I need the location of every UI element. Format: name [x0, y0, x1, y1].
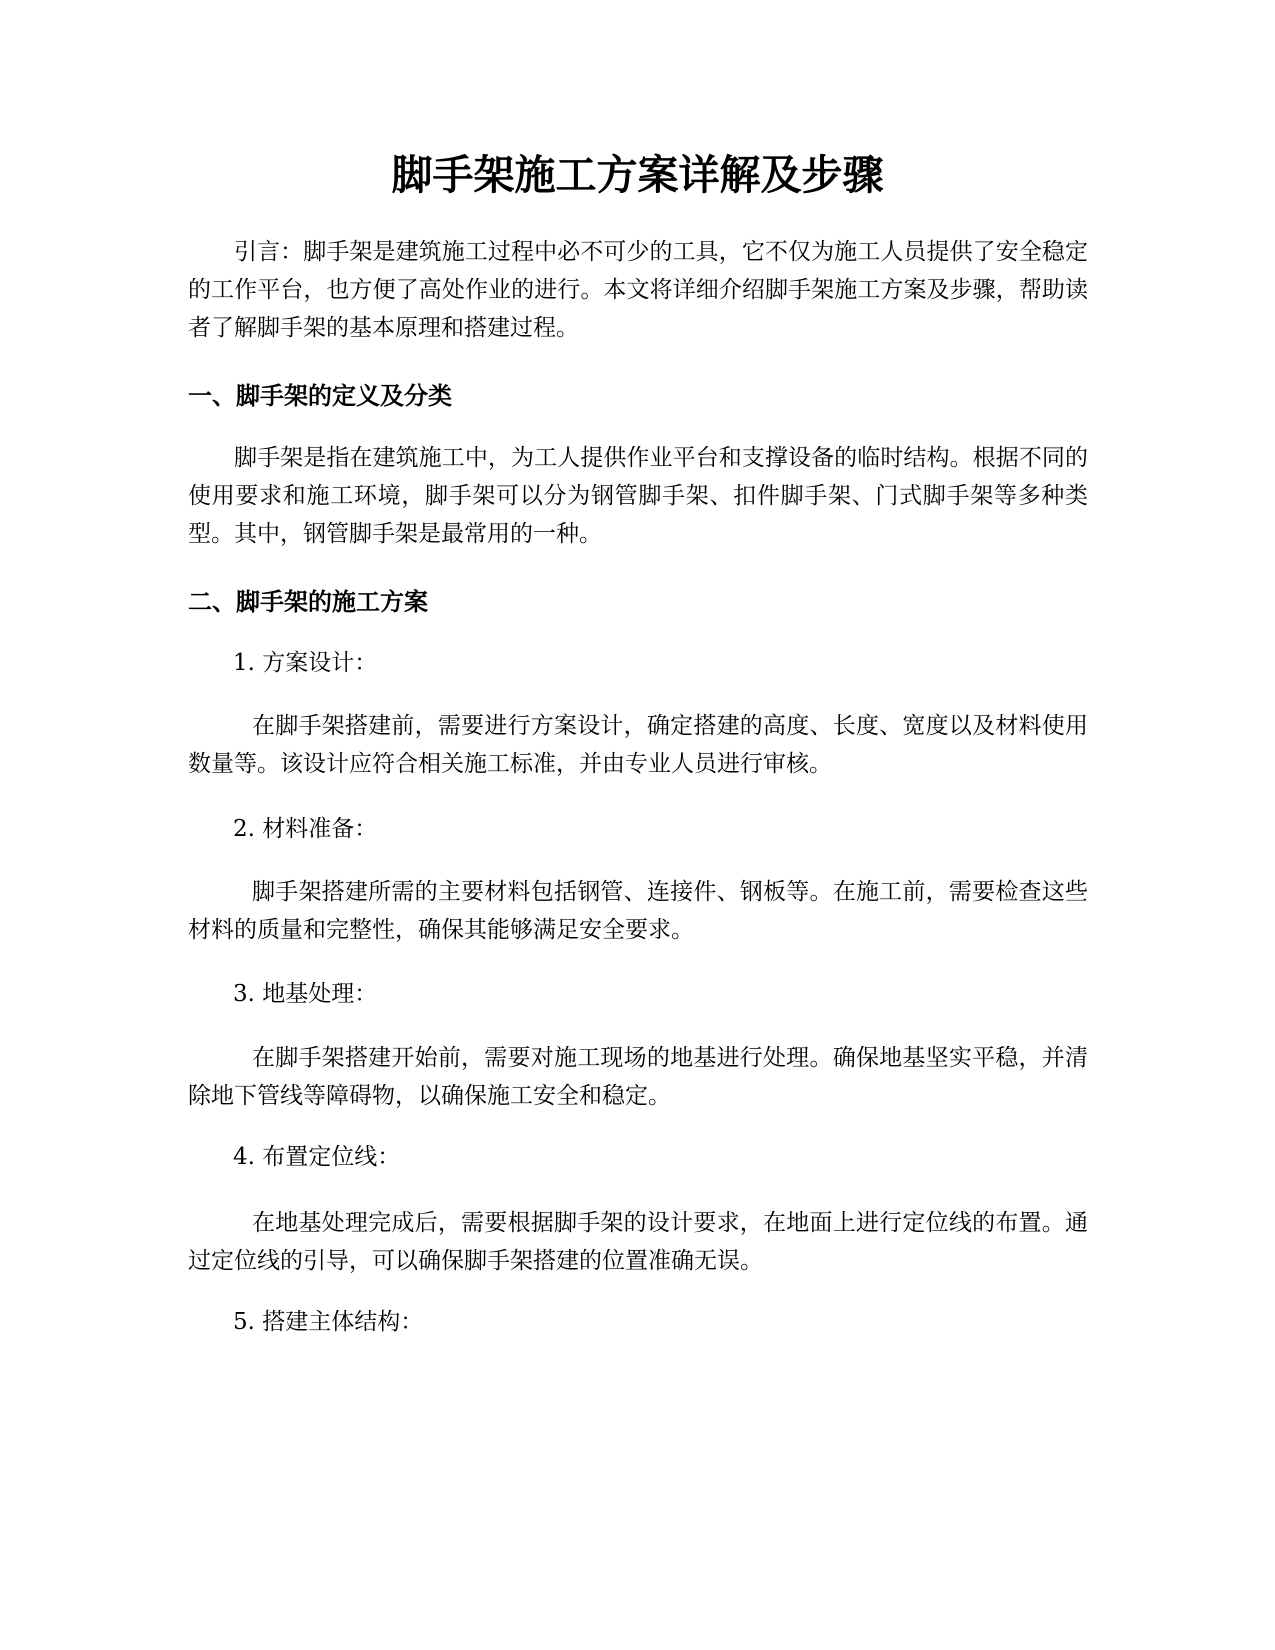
- step-label-4: 4. 布置定位线：: [233, 1144, 401, 1170]
- step-label-3: 3. 地基处理：: [233, 981, 378, 1007]
- step-label-1: 1. 方案设计：: [233, 650, 378, 676]
- intro-paragraph: 引言：脚手架是建筑施工过程中必不可少的工具，它不仅为施工人员提供了安全稳定的工作平台，也方便了高处作业的进行。本文将详细介绍脚手架施工方案及步骤，帮助读者了解脚手架的基本原理和搭建过程。: [188, 239, 1088, 341]
- step-paragraph-3: 在脚手架搭建开始前，需要对施工现场的地基进行处理。确保地基坚实平稳，并清除地下管线等障碍物，以确保施工安全和稳定。: [188, 1045, 1088, 1109]
- section-paragraph-definition: 脚手架是指在建筑施工中，为工人提供作业平台和支撑设备的临时结构。根据不同的使用要求和施工环境，脚手架可以分为钢管脚手架、扣件脚手架、门式脚手架等多种类型。其中，钢管脚手架是最常用的一种。: [188, 445, 1088, 547]
- step-paragraph-2: 脚手架搭建所需的主要材料包括钢管、连接件、钢板等。在施工前，需要检查这些材料的质量和完整性，确保其能够满足安全要求。: [188, 879, 1088, 943]
- step-paragraph-4: 在地基处理完成后，需要根据脚手架的设计要求，在地面上进行定位线的布置。通过定位线的引导，可以确保脚手架搭建的位置准确无误。: [188, 1210, 1088, 1274]
- section-heading-definition: 一、脚手架的定义及分类: [188, 382, 452, 410]
- step-label-5: 5. 搭建主体结构：: [233, 1309, 424, 1335]
- step-label-2: 2. 材料准备：: [233, 816, 378, 842]
- section-heading-plan: 二、脚手架的施工方案: [188, 588, 428, 616]
- step-paragraph-1: 在脚手架搭建前，需要进行方案设计，确定搭建的高度、长度、宽度以及材料使用数量等。该设计应符合相关施工标准，并由专业人员进行审核。: [188, 713, 1088, 777]
- document-title: 脚手架施工方案详解及步骤: [391, 151, 884, 199]
